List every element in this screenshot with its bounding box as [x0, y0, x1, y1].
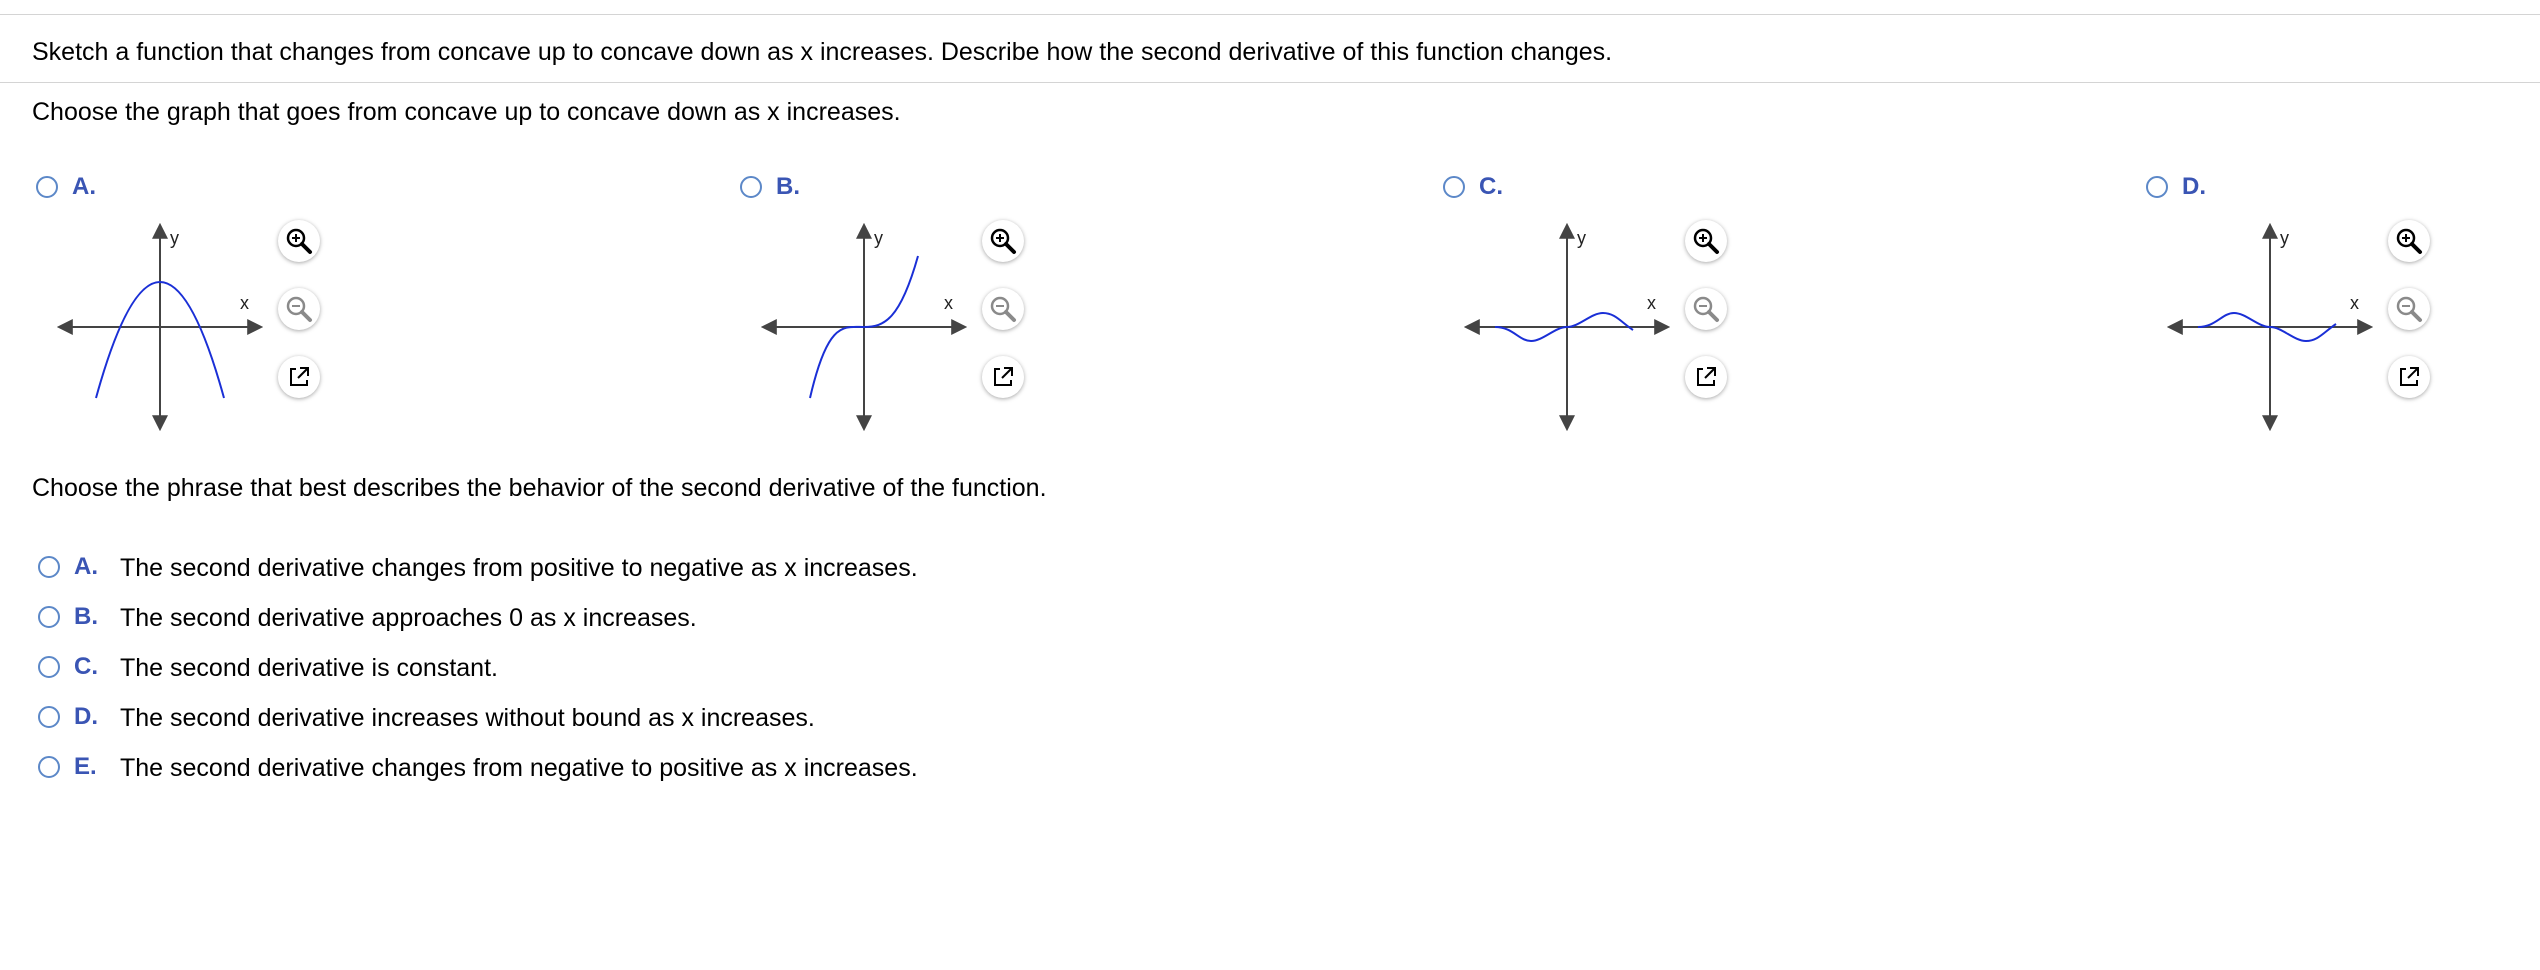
open-external-button[interactable]: [982, 356, 1024, 398]
text-choice-b[interactable]: [38, 600, 1238, 636]
radio-graph-b[interactable]: [740, 176, 762, 198]
open-external-button[interactable]: [2388, 356, 2430, 398]
derivative-prompt: Choose the phrase that best describes the behavior of the second derivative of the function.: [32, 474, 1047, 502]
text-choice-a[interactable]: [38, 550, 1238, 586]
zoom-out-icon: [988, 294, 1018, 324]
choice-text-b: The second derivative approaches 0 as x increases.: [120, 604, 697, 632]
radio-graph-c[interactable]: [1443, 176, 1465, 198]
x-axis-label: x: [944, 293, 953, 313]
radio-text-d[interactable]: [38, 706, 60, 728]
radio-text-a[interactable]: [38, 556, 60, 578]
zoom-in-button[interactable]: [278, 220, 320, 262]
y-axis-label: y: [874, 228, 883, 248]
zoom-in-button[interactable]: [1685, 220, 1727, 262]
graph-c: [1463, 220, 1703, 440]
choice-letter-a: A.: [72, 173, 96, 200]
text-choice-e[interactable]: [38, 750, 1238, 786]
radio-text-c[interactable]: [38, 656, 60, 678]
zoom-in-icon: [1691, 226, 1721, 256]
question-text: Sketch a function that changes from concave up to concave down as x increases. Describe how the second derivative of this function changes.: [32, 38, 1613, 66]
radio-text-e[interactable]: [38, 756, 60, 778]
choice-letter-a: A.: [74, 553, 98, 580]
graph-prompt: Choose the graph that goes from concave up to concave down as x increases.: [32, 98, 901, 126]
graph-b: [760, 220, 1000, 440]
zoom-out-icon: [1691, 294, 1721, 324]
graph-choice-c: [1443, 170, 1773, 440]
zoom-out-button[interactable]: [278, 288, 320, 330]
choice-letter-e: E.: [74, 753, 97, 780]
x-axis-label: x: [1647, 293, 1656, 313]
choice-text-e: The second derivative changes from negative to positive as x increases.: [120, 754, 918, 782]
zoom-in-icon: [284, 226, 314, 256]
radio-text-b[interactable]: [38, 606, 60, 628]
choice-letter-b: B.: [74, 603, 98, 630]
x-axis-label: x: [2350, 293, 2359, 313]
text-choice-c[interactable]: [38, 650, 1238, 686]
graph-choice-b: [740, 170, 1070, 440]
open-external-icon: [990, 364, 1016, 390]
choice-text-d: The second derivative increases without bound as x increases.: [120, 704, 815, 732]
zoom-out-button[interactable]: [982, 288, 1024, 330]
y-axis-label: y: [170, 228, 179, 248]
choice-text-a: The second derivative changes from positive to negative as x increases.: [120, 554, 918, 582]
open-external-icon: [2396, 364, 2422, 390]
zoom-out-icon: [2394, 294, 2424, 324]
choice-text-c: The second derivative is constant.: [120, 654, 498, 682]
zoom-out-button[interactable]: [2388, 288, 2430, 330]
text-choice-d[interactable]: [38, 700, 1238, 736]
choice-letter-b: B.: [776, 173, 800, 200]
zoom-in-button[interactable]: [2388, 220, 2430, 262]
zoom-out-icon: [284, 294, 314, 324]
zoom-in-button[interactable]: [982, 220, 1024, 262]
x-axis-label: x: [240, 293, 249, 313]
y-axis-label: y: [1577, 228, 1586, 248]
open-external-icon: [286, 364, 312, 390]
choice-letter-d: D.: [74, 703, 98, 730]
choice-letter-c: C.: [74, 653, 98, 680]
top-divider: [0, 14, 2540, 15]
open-external-button[interactable]: [1685, 356, 1727, 398]
zoom-in-icon: [2394, 226, 2424, 256]
choice-letter-c: C.: [1479, 173, 1503, 200]
graph-choice-a: [36, 170, 366, 440]
radio-graph-a[interactable]: [36, 176, 58, 198]
graph-a: [56, 220, 296, 440]
choice-letter-d: D.: [2182, 173, 2206, 200]
graph-d: [2166, 220, 2406, 440]
question-divider: [0, 82, 2540, 83]
open-external-icon: [1693, 364, 1719, 390]
y-axis-label: y: [2280, 228, 2289, 248]
open-external-button[interactable]: [278, 356, 320, 398]
graph-choice-d: [2146, 170, 2476, 440]
zoom-out-button[interactable]: [1685, 288, 1727, 330]
radio-graph-d[interactable]: [2146, 176, 2168, 198]
zoom-in-icon: [988, 226, 1018, 256]
